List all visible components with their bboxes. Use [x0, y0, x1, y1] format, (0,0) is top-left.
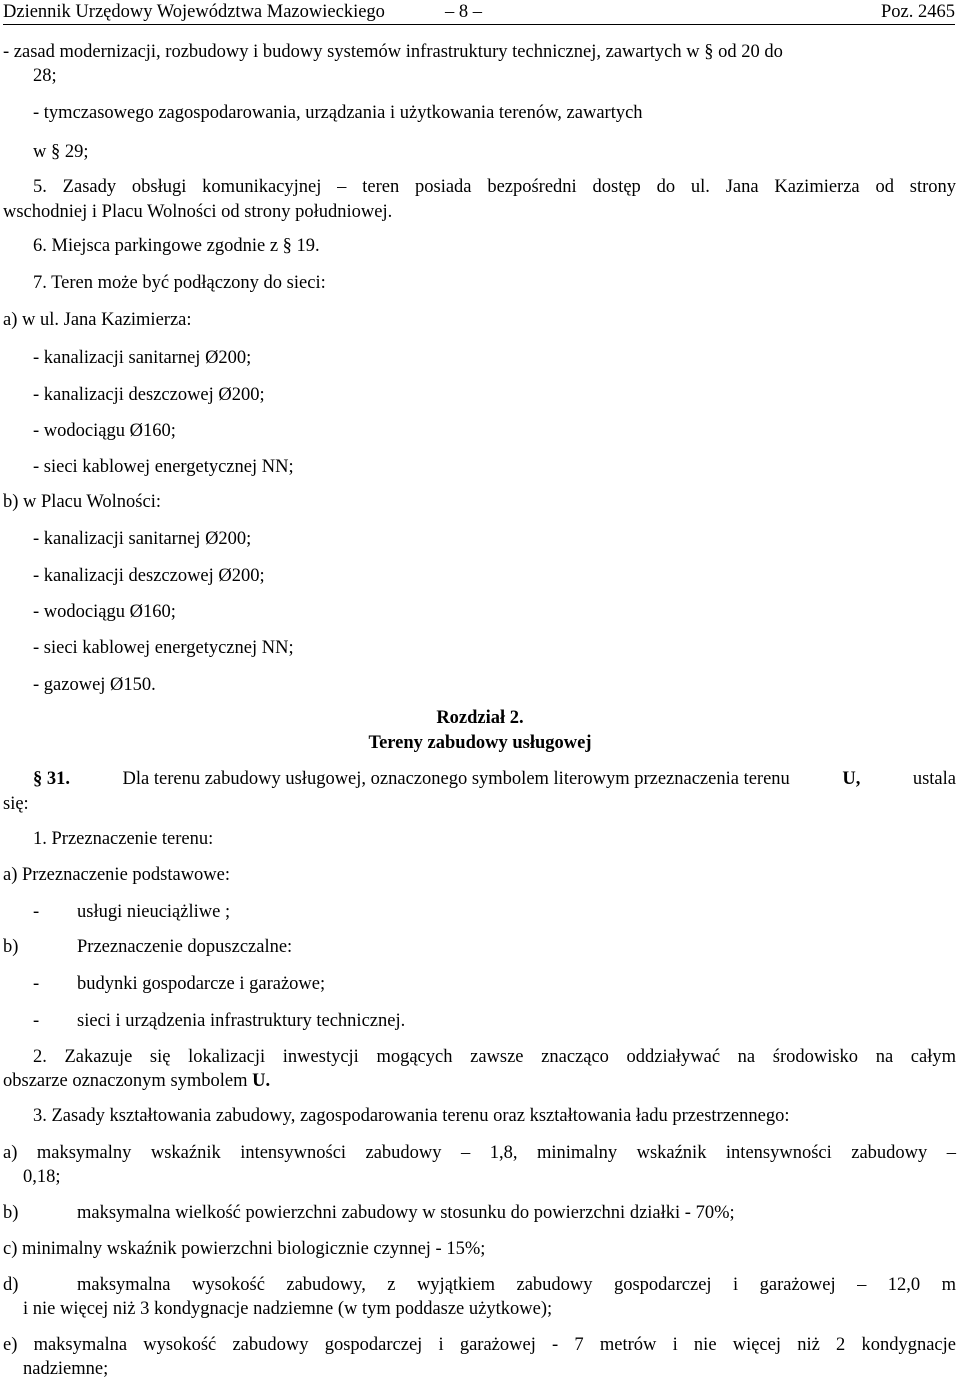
paragraph-line: a) Przeznaczenie podstawowe:	[3, 865, 231, 885]
paragraph-line: 1. Przeznaczenie terenu:	[33, 829, 214, 849]
paragraph-line: 3. Zasady kształtowania zabudowy, zagospodarowania terenu oraz kształtowania ładu przestrzennego:	[33, 1106, 790, 1126]
list-item: c) minimalny wskaźnik powierzchni biologicznie czynnej - 15%;	[3, 1239, 486, 1259]
list-item: sieci i urządzenia infrastruktury technicznej.	[77, 1011, 406, 1031]
list-item: - kanalizacji deszczowej Ø200;	[33, 385, 265, 405]
section-text: Dla terenu zabudowy usługowej, oznaczonego symbolem literowym przeznaczenia terenu	[122, 769, 790, 789]
list-item: - kanalizacji sanitarnej Ø200;	[33, 348, 252, 368]
paragraph-line: 7. Teren może być podłączony do sieci:	[33, 273, 326, 293]
area-symbol: U,	[842, 769, 861, 789]
list-item: - gazowej Ø150.	[33, 675, 156, 695]
chapter-title: Tereny zabudowy usługowej	[368, 733, 592, 753]
position-number: Poz. 2465	[881, 2, 955, 22]
list-item: maksymalna wysokość zabudowy, z wyjątkiem zabudowy gospodarczej i garażowej – 12,0 m	[77, 1275, 956, 1295]
section-number: § 31.	[33, 769, 70, 789]
page-header	[3, 0, 955, 25]
list-item: - wodociągu Ø160;	[33, 602, 176, 622]
chapter-number: Rozdział 2.	[436, 708, 524, 728]
list-dash: -	[33, 1011, 40, 1031]
list-letter: d)	[3, 1275, 19, 1295]
paragraph-text: obszarze oznaczonym symbolem	[3, 1071, 248, 1091]
section-31-line	[33, 767, 956, 791]
paragraph-line: b) w Placu Wolności:	[3, 492, 161, 512]
area-symbol: U.	[252, 1071, 271, 1091]
list-item: budynki gospodarcze i garażowe;	[77, 974, 326, 994]
paragraph-line: a) w ul. Jana Kazimierza:	[3, 310, 192, 330]
paragraph-line: wschodniej i Placu Wolności od strony południowej.	[3, 202, 393, 222]
list-letter: b)	[3, 1203, 19, 1223]
list-item: usługi nieuciążliwe ;	[77, 902, 231, 922]
list-item-continued: 0,18;	[23, 1167, 61, 1187]
list-dash: -	[33, 902, 40, 922]
paragraph-line: się:	[3, 794, 29, 814]
paragraph-line: 5. Zasady obsługi komunikacyjnej – teren posiada bezpośredni dostęp do ul. Jana Kazimierza od strony	[33, 177, 956, 197]
paragraph-line: - zasad modernizacji, rozbudowy i budowy systemów infrastruktury technicznej, zawartych w § od 20 do	[3, 42, 783, 62]
list-item: a) maksymalny wskaźnik intensywności zabudowy – 1,8, minimalny wskaźnik intensywności zabudowy –	[3, 1143, 956, 1163]
paragraph-line: 28;	[33, 66, 57, 86]
page-number: – 8 –	[445, 2, 482, 22]
list-item: - kanalizacji sanitarnej Ø200;	[33, 529, 252, 549]
list-item: - sieci kablowej energetycznej NN;	[33, 457, 294, 477]
journal-title: Dziennik Urzędowy Województwa Mazowieckiego	[3, 2, 385, 22]
list-dash: -	[33, 974, 40, 994]
list-item-continued: i nie więcej niż 3 kondygnacje nadziemne (w tym poddasze użytkowe);	[23, 1299, 553, 1319]
section-text: ustala	[912, 769, 956, 789]
paragraph-line: - tymczasowego zagospodarowania, urządzania i użytkowania terenów, zawartych	[33, 103, 643, 123]
list-item: - wodociągu Ø160;	[33, 421, 176, 441]
list-item: maksymalna wielkość powierzchni zabudowy w stosunku do powierzchni działki - 70%;	[77, 1203, 735, 1223]
list-item-continued: nadziemne;	[23, 1359, 109, 1379]
paragraph-line: 2. Zakazuje się lokalizacji inwestycji mogących zawsze znacząco oddziaływać na środowisko na całym	[33, 1047, 956, 1067]
list-letter: b)	[3, 937, 19, 957]
paragraph-line	[3, 1069, 270, 1093]
list-item: - kanalizacji deszczowej Ø200;	[33, 566, 265, 586]
paragraph-line: 6. Miejsca parkingowe zgodnie z § 19.	[33, 236, 320, 256]
paragraph-line: w § 29;	[33, 142, 89, 162]
paragraph-line: Przeznaczenie dopuszczalne:	[77, 937, 293, 957]
list-item: - sieci kablowej energetycznej NN;	[33, 638, 294, 658]
list-item: e) maksymalna wysokość zabudowy gospodarczej i garażowej - 7 metrów i nie więcej niż 2 kondygnacje	[3, 1335, 956, 1355]
